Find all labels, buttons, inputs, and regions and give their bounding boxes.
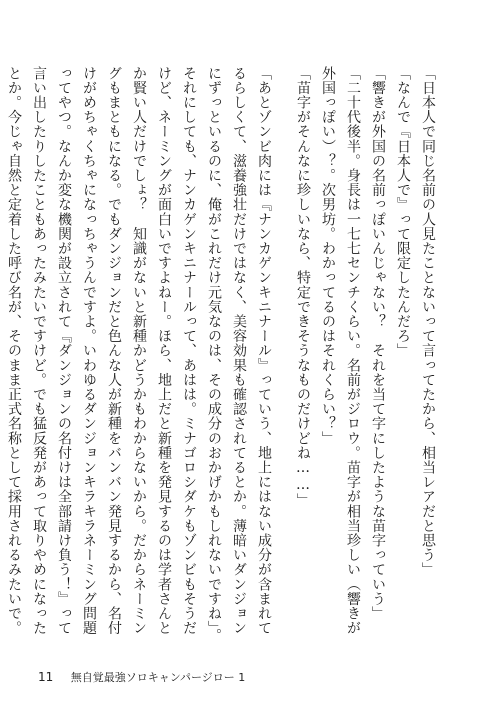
dialogue-line: 「日本人で同じ名前の人見たことないって言ってたから、相当レアだと思う」 [420, 66, 436, 577]
dialogue-line: 「二十代後半。身長は一七七センチくらい。名前がジロウ。苗字が相当珍しい（響きが外国っぽい）？。次男坊。わかってるのはそれくらい？」 [320, 66, 361, 636]
narration-paragraph: 「あとゾンビ肉には『ナンカゲンキニナール』っていう、地上にはない成分が含まれてるらしくて、滋養強壮だけではなく、美容効果も確認されてるとか。薄暗いダンジョンにずっといるのに、俺がこれだけ元気なのは、その成分のおかげかもしれないですね」。それにしても、ナンカゲンキニナールって、あはは。ミナゴロシダケもゾンビもそうだけど、ネーミングが面白いですよねー。ほら、地上だと新種を発見するのは学者さんとか賢い人だけでしょ？ 知識がないと新種かどうかもわからないから。だからネーミングもまともになる。でもダンジョンだと色んな人が新種をバンバン発見するから、名付けがめちゃくちゃになっちゃうんですよ。いわゆるダンジョンキラキラネーミング問題ってやつ。なんか変な機関が設立されて『ダンジョンの名付けは全部請け負う！』って言い出したりしたこともあったみたいですけど。でも猛反発があって取りやめになったとか。今じゃ自然と定着した呼び名が、そのまま正式名称として採用されるみたいで。 [6, 66, 272, 643]
dialogue-line: 「苗字がそんなに珍しいなら、特定できそうなものだけどね……」 [295, 66, 311, 508]
page-footer [38, 669, 245, 685]
book-title: 無自覚最強ソロキャンパージロー 1 [70, 671, 246, 684]
dialogue-line: 「響きが外国の名前っぽいんじゃない？ それを当て字にしたような苗字っていう」 [370, 66, 386, 621]
dialogue-line: 「なんで『日本人で』って限定したんだろ」 [395, 66, 411, 358]
vertical-text-body [6, 66, 440, 646]
page-number: 11 [38, 670, 54, 684]
